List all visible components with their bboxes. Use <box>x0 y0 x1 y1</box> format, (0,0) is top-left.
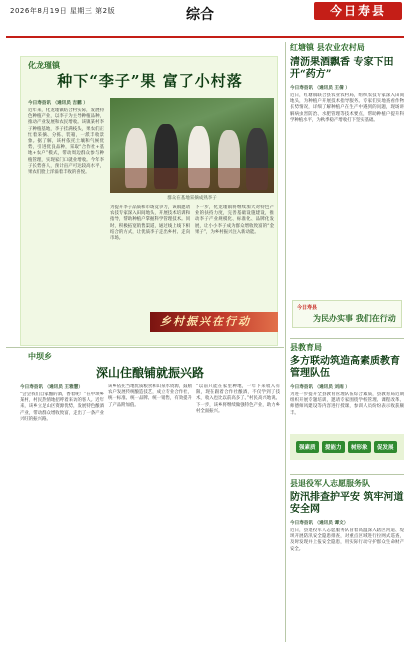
second-col1-text: “尝尝我们自家酿的酒，香着呢！”在中坝乡某村，村民热情地招呼着来访的客人。近年来，该乡立足山区资源优势，发展特色酿酒产业，带动群众增收致富，走出了一条产业兴旺的振兴路。 <box>20 392 104 422</box>
right-rule-1 <box>290 338 404 339</box>
second-byline: 今日寿县讯 （通讯员 王雅慧） <box>20 385 83 390</box>
right2-byline: 今日寿县讯 （通讯员 刘雨 ） <box>290 385 350 390</box>
slogan-badge-3: 树形象 <box>348 441 371 453</box>
slogan-badge-2: 提能力 <box>322 441 345 453</box>
second-column-2 <box>108 384 192 634</box>
main-column-3 <box>195 205 274 310</box>
right3-headline: 防汛排查护平安 筑牢河道安全网 <box>290 492 404 515</box>
main-article-tag: 化龙瑾镇 <box>28 61 60 70</box>
photo-caption: 群众在基地采摘成熟李子 <box>167 196 217 201</box>
main-article-headline: 种下“李子”果 富了小村落 <box>57 72 243 90</box>
header-rule <box>6 36 404 38</box>
main-article-photo <box>110 98 274 193</box>
second-col2-text: 该乡依托当地优质粮食和山泉水资源，鼓励农户发展传统酿造技艺，成立专业合作社，统一标准、统一品牌、统一销售，有效提升了产品附加值。 <box>108 384 192 408</box>
main-col2-text: 为提升李子品质和市场竞争力，该镇邀请农技专家深入田间地头，开展技术培训和指导，帮助种植户掌握科学管理技术。同时，积极拓宽销售渠道，通过线上线下相结合的方式，让优质李子走出乡村、走向市场。 <box>110 205 190 242</box>
second-article-tag: 中坝乡 <box>28 352 52 361</box>
second-column-1 <box>20 384 104 632</box>
right-article-3 <box>290 478 404 638</box>
rural-revitalization-banner: 乡村振兴在行动 <box>150 312 278 332</box>
issue-date: 2026年8月19日 星期三 第2版 <box>10 7 116 15</box>
slogan-badge-4: 促发展 <box>374 441 397 453</box>
second-column-3 <box>196 384 280 634</box>
main-col3-text: 下一步，化龙瑾镇将继续加大对特色产业的扶持力度，完善基础设施建设，推动李子产业规模化、标准化、品牌化发展，让小小李子成为群众增收致富的“金果子”，为乡村振兴注入新动能。 <box>195 205 274 235</box>
ad-logo: 今日寿县 <box>297 305 318 311</box>
right-rule-2 <box>290 474 404 475</box>
section-title: 综合 <box>186 7 214 23</box>
newspaper-logo: 今日寿县 <box>314 2 402 20</box>
second-col3-text: “以前只能在家里种地，一年下来收入有限，现在跟着合作社酿酒，不仅学到了技术，收入也比以前高多了。”村民高兴地说。下一步，该乡将继续做强特色产业，助力乡村全面振兴。 <box>196 384 280 414</box>
right1-text: 近日，红塘镇联合县农业农村局，组织农技专家深入田间地头，为种植户开展技术指导服务。专家们实地查看作物长势情况，详细了解种植户在生产中遇到的问题，现场讲解病虫害防治、水肥管理等技术要点，帮助种植户提升科学种植水平，为秋季稳产增收打下坚实基础。 <box>290 93 404 123</box>
main-col1-text: 近年来，化龙瑾镇结合村实际，发展特色种植产业，以李子为主导种植品种，推动产业发展和农民增收。该镇某村李子种植基地，李子挂满枝头，果农们正忙着采摘、分拣、装箱，一派丰收景象。据了解，该村依托土壤和气候优势，引进优良品种，采取“合作社+基地+农户”模式，带动周边群众参与种植管理，实现家门口就业增收。今年李子长势喜人，预计亩产可达较高水平，果农们脸上洋溢着丰收的喜悦。 <box>28 108 104 176</box>
right2-headline: 多方联动筑造高素质教育管理队伍 <box>290 356 400 379</box>
right1-tag: 红塘镇 县农业农村局 <box>290 43 365 52</box>
campaign-ad-box <box>292 300 402 328</box>
right3-tag: 县退役军人志愿服务队 <box>290 479 370 488</box>
ad-title: 为民办实事 我们在行动 <box>313 313 396 323</box>
right-article-1 <box>290 42 404 293</box>
right2-text: 为进一步提升全县教育管理队伍综合素质，县教育局近期组织开展专题培训，邀请专家围绕学校管理、课程改革、师德师风建设等内容进行授课，参训人员纷纷表示收获颇丰。 <box>290 392 404 416</box>
right3-byline: 今日寿县讯 （通讯员 谭文） <box>290 521 349 526</box>
section-rule <box>6 347 284 348</box>
right3-text: 近日，县退役军人志愿服务队冒着高温深入辖区河道、堤坝开展防汛安全隐患排查，对重点区域进行拉网式巡查，及时发现并上报安全隐患，用实际行动守护群众生命财产安全。 <box>290 528 404 552</box>
column-divider <box>285 42 286 642</box>
main-column-1 <box>28 100 104 338</box>
main-byline: 今日寿县讯 （通讯员 吉鹏 ） <box>28 101 88 106</box>
right2-tag: 县教育局 <box>290 343 322 352</box>
second-article-headline: 深山住酿铺就振兴路 <box>95 366 204 380</box>
right1-headline: 清沥果酒飘香 专家下田开“药方” <box>290 57 394 80</box>
right1-byline: 今日寿县讯 （通讯员 王倩 ） <box>290 86 350 91</box>
slogan-badge-1: 强素质 <box>296 441 319 453</box>
